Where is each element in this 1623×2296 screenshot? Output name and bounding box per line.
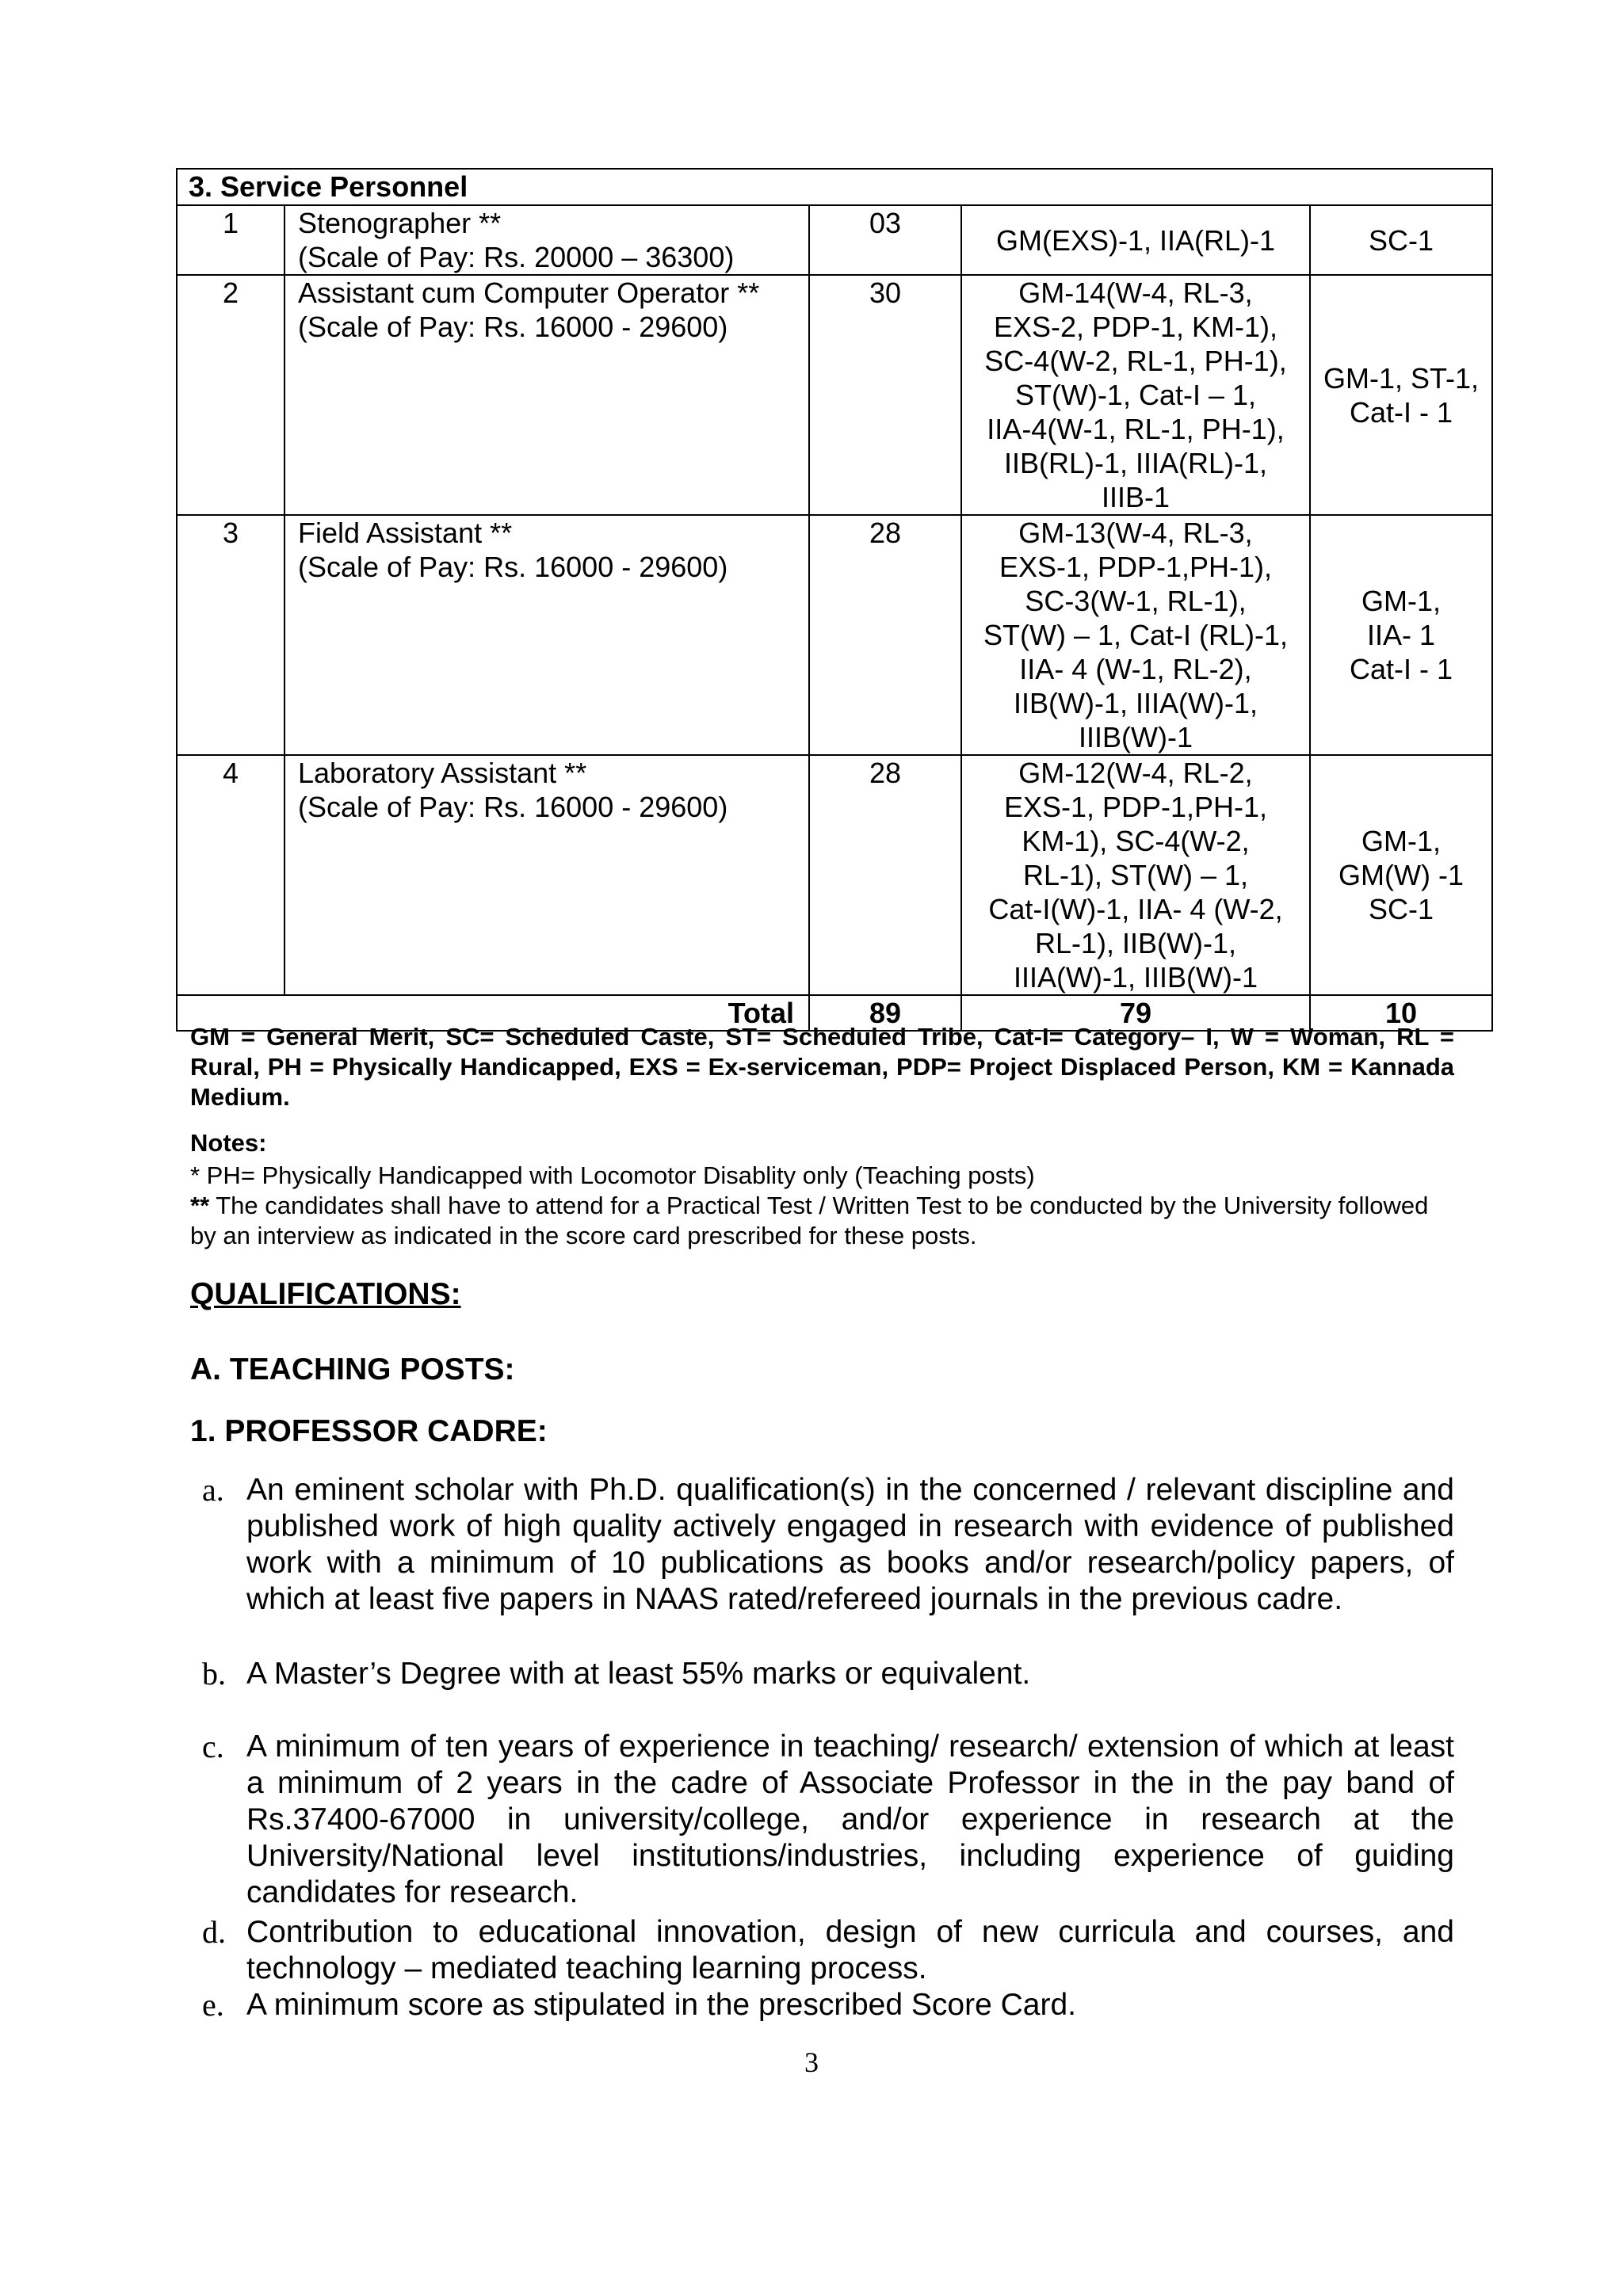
backlog-line: GM-1,: [1361, 585, 1442, 617]
section-title: 3. Service Personnel: [177, 169, 1492, 205]
item-text: An eminent scholar with Ph.D. qualification(s) in the concerned / relevant discipline and published work of high quality actively engaged in research with evidence of published work with a minimum of 10 publications as books and/or research/policy papers, of which at least five papers in NAAS rated/refereed journals in the previous cadre.: [246, 1473, 1454, 1616]
reservation-line: GM-13(W-4, RL-3,: [1018, 517, 1253, 549]
reservation-line: GM(EXS)-1, IIA(RL)-1: [995, 223, 1276, 257]
post-count: 28: [809, 515, 961, 755]
reservation-line: IIA- 4 (W-1, RL-2),: [1019, 653, 1252, 685]
qualification-item: [202, 1914, 1454, 1987]
item-marker: b.: [202, 1656, 226, 1691]
total-count: 89: [809, 995, 961, 1031]
reservation-line: KM-1), SC-4(W-2,: [1022, 825, 1250, 857]
serial-number: 4: [177, 755, 285, 995]
total-reservation: 79: [961, 995, 1310, 1031]
note-ph: * PH= Physically Handicapped with Locomotor Disablity only (Teaching posts): [190, 1161, 1035, 1189]
item-marker: a.: [202, 1472, 224, 1508]
post-title: Laboratory Assistant **: [298, 757, 587, 789]
reservation-line: IIIB(W)-1: [1079, 721, 1193, 753]
reservation-line: SC-3(W-1, RL-1),: [1025, 585, 1247, 617]
note-text: The candidates shall have to attend for a Practical Test / Written Test to be conducted by the University followed by an interview as indicated in the score card prescribed for these posts.: [190, 1192, 1429, 1249]
total-label: Total: [177, 995, 809, 1031]
pay-scale: (Scale of Pay: Rs. 16000 - 29600): [298, 551, 728, 583]
reservation-line: IIIA(W)-1, IIIB(W)-1: [1014, 961, 1258, 994]
item-text: Contribution to educational innovation, design of new curricula and courses, and technology – mediated teaching learning process.: [246, 1915, 1454, 1985]
backlog-line: GM(W) -1: [1338, 859, 1464, 891]
professor-cadre-heading: 1. PROFESSOR CADRE:: [190, 1414, 548, 1448]
backlog-line: IIA- 1: [1367, 619, 1436, 651]
reservation-cell: [961, 755, 1310, 995]
qualification-item: [202, 1987, 1454, 2023]
table-row: [177, 275, 1492, 515]
reservation-cell: [961, 205, 1310, 275]
post-name: [285, 275, 809, 515]
post-title: Assistant cum Computer Operator **: [298, 277, 760, 309]
post-count: 03: [809, 205, 961, 275]
reservation-line: IIB(W)-1, IIIA(W)-1,: [1014, 687, 1258, 719]
backlog-line: SC-1: [1369, 893, 1434, 925]
backlog-cell: [1310, 205, 1492, 275]
post-count: 28: [809, 755, 961, 995]
reservation-line: SC-4(W-2, RL-1, PH-1),: [984, 345, 1287, 377]
reservation-line: ST(W) – 1, Cat-I (RL)-1,: [983, 619, 1289, 651]
serial-number: 3: [177, 515, 285, 755]
reservation-line: ST(W)-1, Cat-I – 1,: [1014, 379, 1257, 411]
backlog-line: Cat-I - 1: [1350, 395, 1453, 429]
item-marker: d.: [202, 1914, 226, 1950]
item-text: A minimum of ten years of experience in teaching/ research/ extension of which at least a minimum of 2 years in the cadre of Associate Professor in the in the pay band of Rs.37400-67000 in university/college, and/or experience in research at the University/National level institutions/industries, including experience of guiding candidates for research.: [246, 1730, 1454, 1909]
item-marker: e.: [202, 1987, 224, 2023]
teaching-posts-heading: A. TEACHING POSTS:: [190, 1352, 515, 1386]
pay-scale: (Scale of Pay: Rs. 16000 - 29600): [298, 791, 728, 823]
backlog-line: SC-1: [1369, 223, 1434, 257]
reservation-line: IIIB-1: [1101, 481, 1170, 513]
backlog-cell: [1310, 755, 1492, 995]
abbreviations-legend: GM = General Merit, SC= Scheduled Caste, ST= Scheduled Tribe, Cat-I= Category– I, W = Woman, RL = Rural, PH = Physically Handicapped, EXS = Ex-serviceman, PDP= Project Displaced Person, KM = Kannada Medium.: [190, 1023, 1454, 1111]
pay-scale: (Scale of Pay: Rs. 20000 – 36300): [298, 241, 735, 273]
reservation-line: EXS-2, PDP-1, KM-1),: [993, 311, 1278, 343]
notes-heading: Notes:: [190, 1129, 267, 1157]
serial-number: 1: [177, 205, 285, 275]
table-row: [177, 755, 1492, 995]
qualification-item: [202, 1656, 1454, 1692]
table-row: [177, 205, 1492, 275]
reservation-line: Cat-I(W)-1, IIA- 4 (W-2,: [988, 893, 1283, 925]
item-text: A minimum score as stipulated in the prescribed Score Card.: [246, 1988, 1076, 2022]
post-title: Stenographer **: [298, 207, 502, 239]
qualification-item: [202, 1472, 1454, 1618]
qualification-item: [202, 1729, 1454, 1911]
reservation-line: IIB(RL)-1, IIIA(RL)-1,: [1003, 447, 1268, 479]
table-row: [177, 515, 1492, 755]
reservation-line: IIA-4(W-1, RL-1, PH-1),: [987, 413, 1285, 445]
page-number: 3: [804, 2046, 819, 2078]
reservation-cell: [961, 515, 1310, 755]
post-name: [285, 755, 809, 995]
backlog-line: Cat-I - 1: [1350, 653, 1453, 685]
item-text: A Master’s Degree with at least 55% marks or equivalent.: [246, 1657, 1031, 1691]
table-section-row: [177, 169, 1492, 205]
backlog-line: GM-1, ST-1,: [1323, 361, 1480, 395]
reservation-line: RL-1), ST(W) – 1,: [1022, 859, 1249, 891]
note-marker: **: [190, 1192, 210, 1219]
total-backlog: 10: [1310, 995, 1492, 1031]
pay-scale: (Scale of Pay: Rs. 16000 - 29600): [298, 311, 728, 343]
qualifications-heading: QUALIFICATIONS:: [190, 1277, 461, 1311]
post-name: [285, 515, 809, 755]
item-marker: c.: [202, 1729, 224, 1764]
backlog-cell: [1310, 275, 1492, 515]
post-count: 30: [809, 275, 961, 515]
backlog-line: GM-1,: [1361, 825, 1442, 857]
post-name: [285, 205, 809, 275]
reservation-line: RL-1), IIB(W)-1,: [1034, 927, 1236, 959]
reservation-cell: [961, 275, 1310, 515]
backlog-cell: [1310, 515, 1492, 755]
service-personnel-table: [176, 168, 1493, 1032]
reservation-line: EXS-1, PDP-1,PH-1,: [1003, 791, 1268, 823]
serial-number: 2: [177, 275, 285, 515]
reservation-line: EXS-1, PDP-1,PH-1),: [999, 551, 1273, 583]
reservation-line: GM-12(W-4, RL-2,: [1018, 757, 1253, 789]
note-practical-test: [190, 1191, 1458, 1251]
post-title: Field Assistant **: [298, 517, 513, 549]
reservation-line: GM-14(W-4, RL-3,: [1018, 277, 1253, 309]
